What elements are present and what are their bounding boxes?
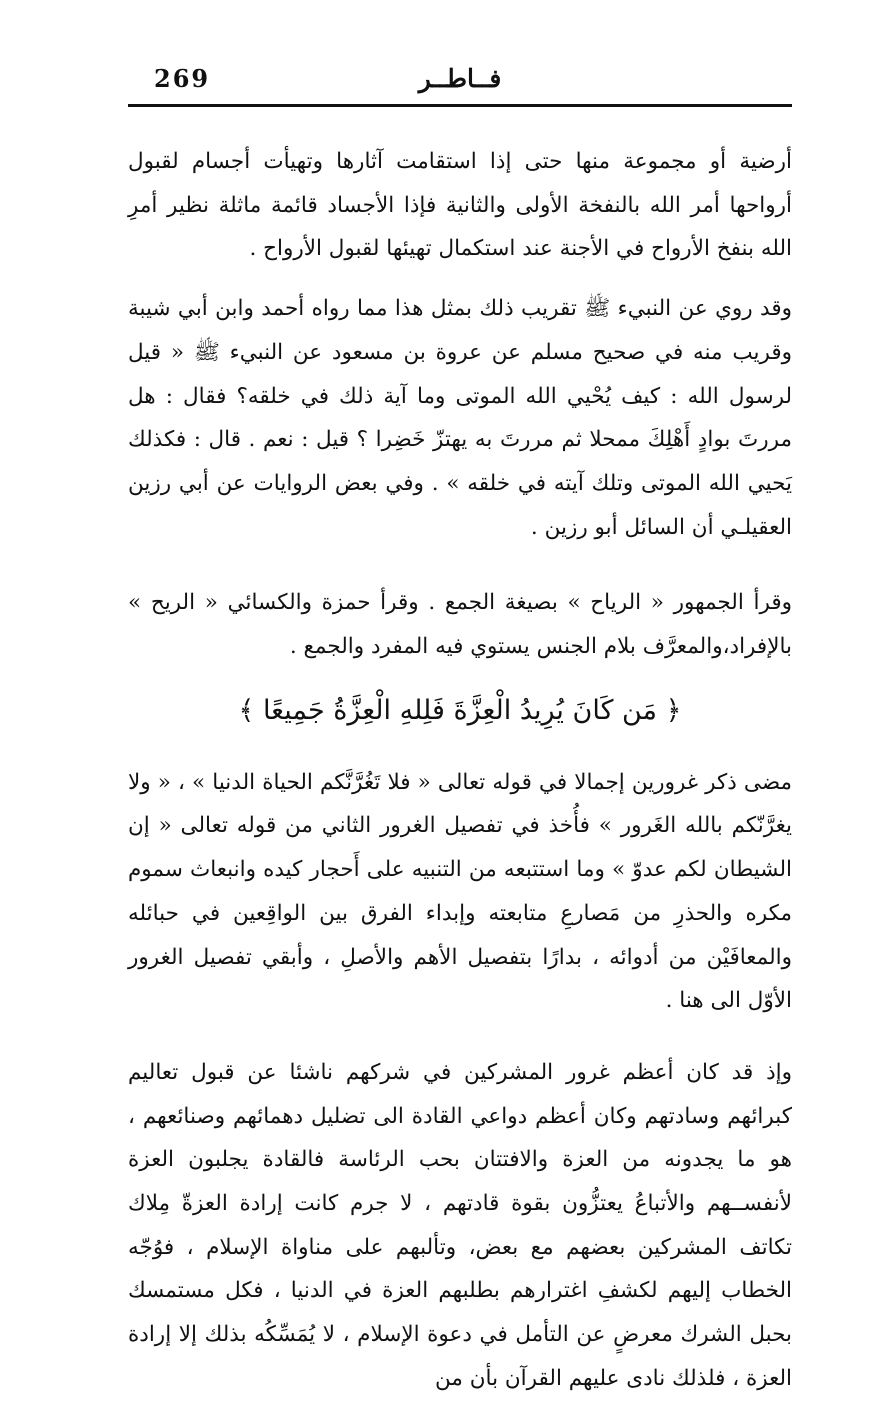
quran-verse: ﴿ مَن كَانَ يُرِيدُ الْعِزَّةَ فَلِلهِ الْعِزَّةُ جَمِيعًا ﴾ (238, 694, 682, 726)
paragraph-3: وقرأ الجمهور « الرياح » بصيغة الجمع . وقرأ حمزة والكسائي « الريح » بالإفراد،والمعرَّف بلام الجنس يستوي فيه المفرد والجمع . (128, 590, 792, 660)
paragraph-2: وقد روي عن النبيء ﷺ تقريب ذلك بمثل هذا مما رواه أحمد وابن أبي شيبة وقريب منه في صحيح مسلم عن عروة بن مسعود عن النبيء ﷺ « قيل لرسول الله : كيف يُحْيي الله الموتى وما آية ذلك في خلقه؟ فقال : هل مررتَ بوادٍ أَهْلِكَ ممحلا ثم مررتَ به يهتزّ خَضِرا ؟ قيل : نعم . قال : فكذلك يَحيي الله الموتى وتلك آيته في خلقه » . وفي بعض الروايات عن أبي رزين العقيلـي أن السائل أبو رزين . (128, 296, 792, 540)
page-header (128, 60, 792, 107)
paragraph-5: وإذ قد كان أعظم غرور المشركين في شركهم ناشئا عن قبول تعاليم كبرائهم وسادتهم وكان أعظم دواعي القادة الى تضليل دهمائهم وصنائعهم ، هو ما يجدونه من العزة والافتتان بحب الرئاسة فالقادة يجلبون العزة لأنفســهم والأتباعُ يعتزُّون بقوة قادتهم ، لا جرم كانت إرادة العزةّ مِلاك تكاتف المشركين بعضهم مع بعض، وتألبهم على مناواة الإسلام ، فوُجّه الخطاب إليهم لكشفِ اغترارهم بطلبهم العزة في الدنيا ، فكل مستمسك بحبل الشرك معرضٍ عن التأمل في دعوة الإسلام ، لا يُمَسِّكُه بذلك إلا إرادة العزة ، فلذلك نادى عليهم القرآن بأن من (128, 1059, 792, 1391)
page-number: 269 (154, 64, 211, 93)
paragraph-1: أرضية أو مجموعة منها حتى إذا استقامت آثارها وتهيأت أجسام لقبول أرواحها أمر الله بالنفخة الأولى والثانية فإذا الأجساد قائمة ماثلة نظير أمرِ الله بنفخ الأرواح في الأجنة عند استكمال تهيئها لقبول الأرواح . (128, 149, 792, 262)
paragraph-4: مضى ذكر غرورين إجمالا في قوله تعالى « فلا تَغُرَّنَّكم الحياة الدنيا » ، « ولا يغرَّنّكم بالله الغَرور » فأُخذ في تفصيل الغرور الثاني من قوله تعالى « إن الشيطان لكم عدوّ » وما استتبعه من التنبيه على أَحجار كيده وانبعاث سموم مكره والحذرِ من مَصارعِ متابعته وإبداء الفرق بين الواقِعين في حبائله والمعافَيْن من أدوائه ، بدارًا بتفصيل الأهم والأصلِ ، وأبقي تفصيل الغرور الأوّل الى هنا . (128, 769, 792, 1014)
page-body (128, 140, 792, 1401)
surah-title: فــاطــر (418, 64, 502, 93)
